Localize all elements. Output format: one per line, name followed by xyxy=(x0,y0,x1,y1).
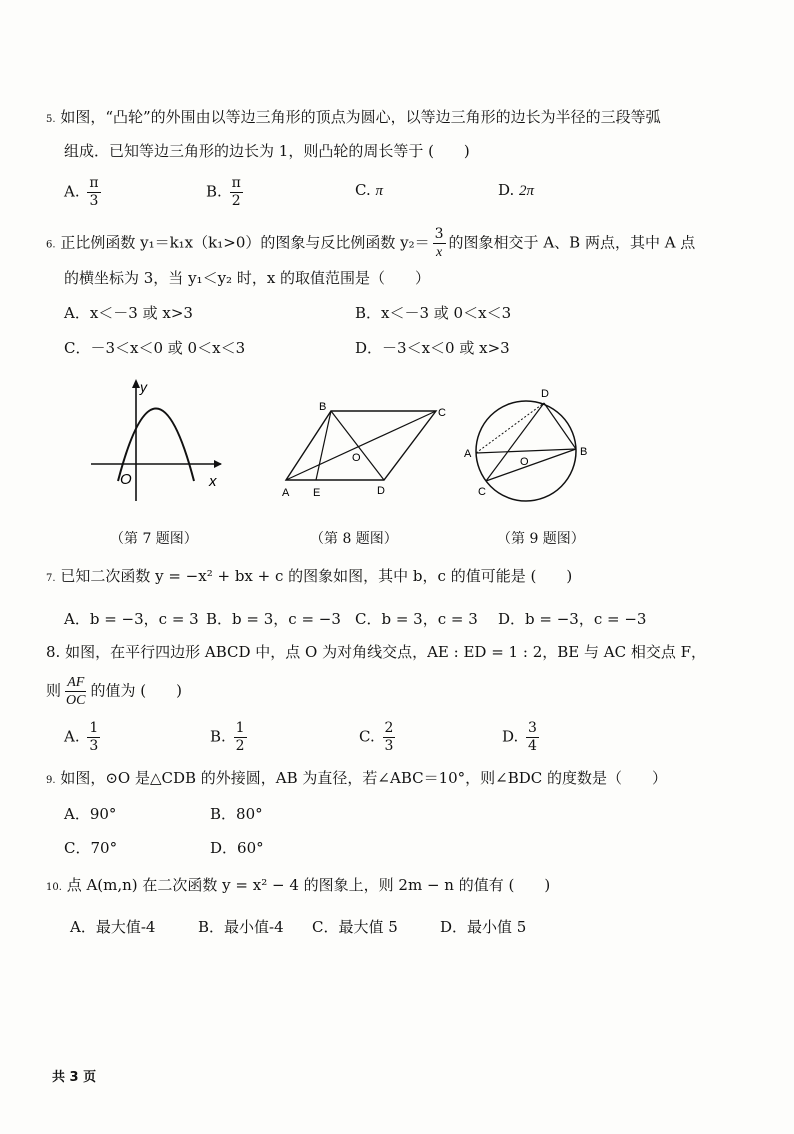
label-c: C xyxy=(438,407,446,419)
page-count-footer: 共 3 页 xyxy=(52,1070,97,1085)
figure-9-caption: （第 9 题图） xyxy=(497,531,585,547)
q5-line1 xyxy=(46,107,661,130)
figure-8-parallelogram xyxy=(276,398,456,502)
figure-7-parabola xyxy=(86,376,231,506)
q8-option-d: D. $\frac{3}{4}$ xyxy=(502,720,537,754)
q10-line1: 10. 点 A(m,n) 在二次函数 y = x² − 4 的图象上，则 2m − n 的值有 ( ) xyxy=(46,876,551,894)
label-d: D xyxy=(377,485,385,497)
q6-number: 6. xyxy=(46,239,56,251)
q10-number: 10. xyxy=(46,882,62,893)
q8-number: 8. xyxy=(46,643,61,661)
q5-text-line1: 如图，“凸轮”的外围由以等边三角形的顶点为圆心，以等边三角形的边长为半径的三段等弧 xyxy=(60,108,661,126)
chord-ad xyxy=(476,403,544,453)
diameter-ab xyxy=(476,449,576,453)
label-a: A xyxy=(282,487,290,499)
figure-9-circle xyxy=(458,383,598,508)
q5-option-d: D. 2π xyxy=(498,181,535,199)
chord-cb xyxy=(486,449,576,481)
q9-option-a: A．90° xyxy=(64,805,117,823)
q6-option-c: C．－3＜x＜0 或 0＜x＜3 xyxy=(64,339,246,357)
chord-db xyxy=(544,403,576,449)
q5-number: 5. xyxy=(46,114,56,125)
q6-option-b: B．x＜－3 或 0＜x＜3 xyxy=(355,304,512,322)
q8-line2: 则 $\frac{AF}{OC}$ 的值为 ( ) xyxy=(46,675,182,708)
q9-number: 9. xyxy=(46,775,56,786)
q7-option-c: C．b = 3，c = 3 xyxy=(355,610,478,628)
q6-text-line2: 的横坐标为 3，当 y₁＜y₂ 时，x 的取值范围是（ ） xyxy=(64,269,431,287)
q5-option-a: A. $\frac{\pi}{3}$ xyxy=(64,175,99,209)
q9-option-d: D．60° xyxy=(210,839,264,857)
label-c: C xyxy=(478,486,486,498)
q7-line1: 7. 已知二次函数 y = −x² + bx + c 的图象如图，其中 b，c 的值可能是 ( ) xyxy=(46,567,573,585)
q10-option-b: B．最小值-4 xyxy=(198,918,284,936)
label-b: B xyxy=(319,401,327,413)
q5-option-c: C. π xyxy=(355,181,384,199)
q10-option-a: A．最大值-4 xyxy=(70,918,156,936)
chord-dc xyxy=(486,403,544,481)
label-a: A xyxy=(464,448,472,460)
label-o: O xyxy=(520,456,529,468)
q9-option-c: C．70° xyxy=(64,839,118,857)
label-x: x xyxy=(209,473,217,490)
label-y: y xyxy=(140,379,147,395)
q10-option-c: C．最大值 5 xyxy=(312,918,398,936)
q7-option-a: A．b = −3，c = 3 xyxy=(64,610,199,628)
label-d: D xyxy=(541,388,549,400)
q6-line1: 6. 正比例函数 y₁＝k₁x（k₁>0）的图象与反比例函数 y₂＝ $\frac{3}{x}$ 的图象相交于 A、B 两点，其中 A 点 xyxy=(46,226,696,260)
x-axis-arrow xyxy=(214,460,222,468)
figure-8-caption: （第 8 题图） xyxy=(310,531,398,547)
q7-number: 7. xyxy=(46,573,56,584)
q6-option-a: A．x＜－3 或 x>3 xyxy=(64,304,193,322)
q8-option-a: A. $\frac{1}{3}$ xyxy=(64,720,99,754)
label-o: O xyxy=(352,452,361,464)
q6-option-d: D．－3＜x＜0 或 x>3 xyxy=(355,339,510,357)
label-b: B xyxy=(580,446,588,458)
diagonal-bd xyxy=(331,411,384,480)
q5-text-line2: 组成．已知等边三角形的边长为 1，则凸轮的周长等于 ( ) xyxy=(64,142,470,160)
q5-option-b: B. $\frac{\pi}{2}$ xyxy=(206,175,241,209)
q8-line1: 8. 如图，在平行四边形 ABCD 中，点 O 为对角线交点，AE : ED = 1 : 2，BE 与 AC 相交点 F， xyxy=(46,643,706,661)
q10-option-d: D．最小值 5 xyxy=(440,918,527,936)
label-origin: O xyxy=(120,471,132,488)
q7-option-d: D．b = −3，c = −3 xyxy=(498,610,647,628)
q8-option-b: B. $\frac{1}{2}$ xyxy=(210,720,245,754)
q7-option-b: B．b = 3，c = −3 xyxy=(206,610,341,628)
q9-option-b: B．80° xyxy=(210,805,263,823)
figure-7-caption: （第 7 题图） xyxy=(110,531,198,547)
q9-line1: 9. 如图，⊙O 是△CDB 的外接圆，AB 为直径，若∠ABC＝10°，则∠BDC 的度数是（ ） xyxy=(46,769,668,787)
q8-option-c: C. $\frac{2}{3}$ xyxy=(359,720,394,754)
label-e: E xyxy=(313,487,321,499)
y-axis-arrow xyxy=(132,379,140,388)
